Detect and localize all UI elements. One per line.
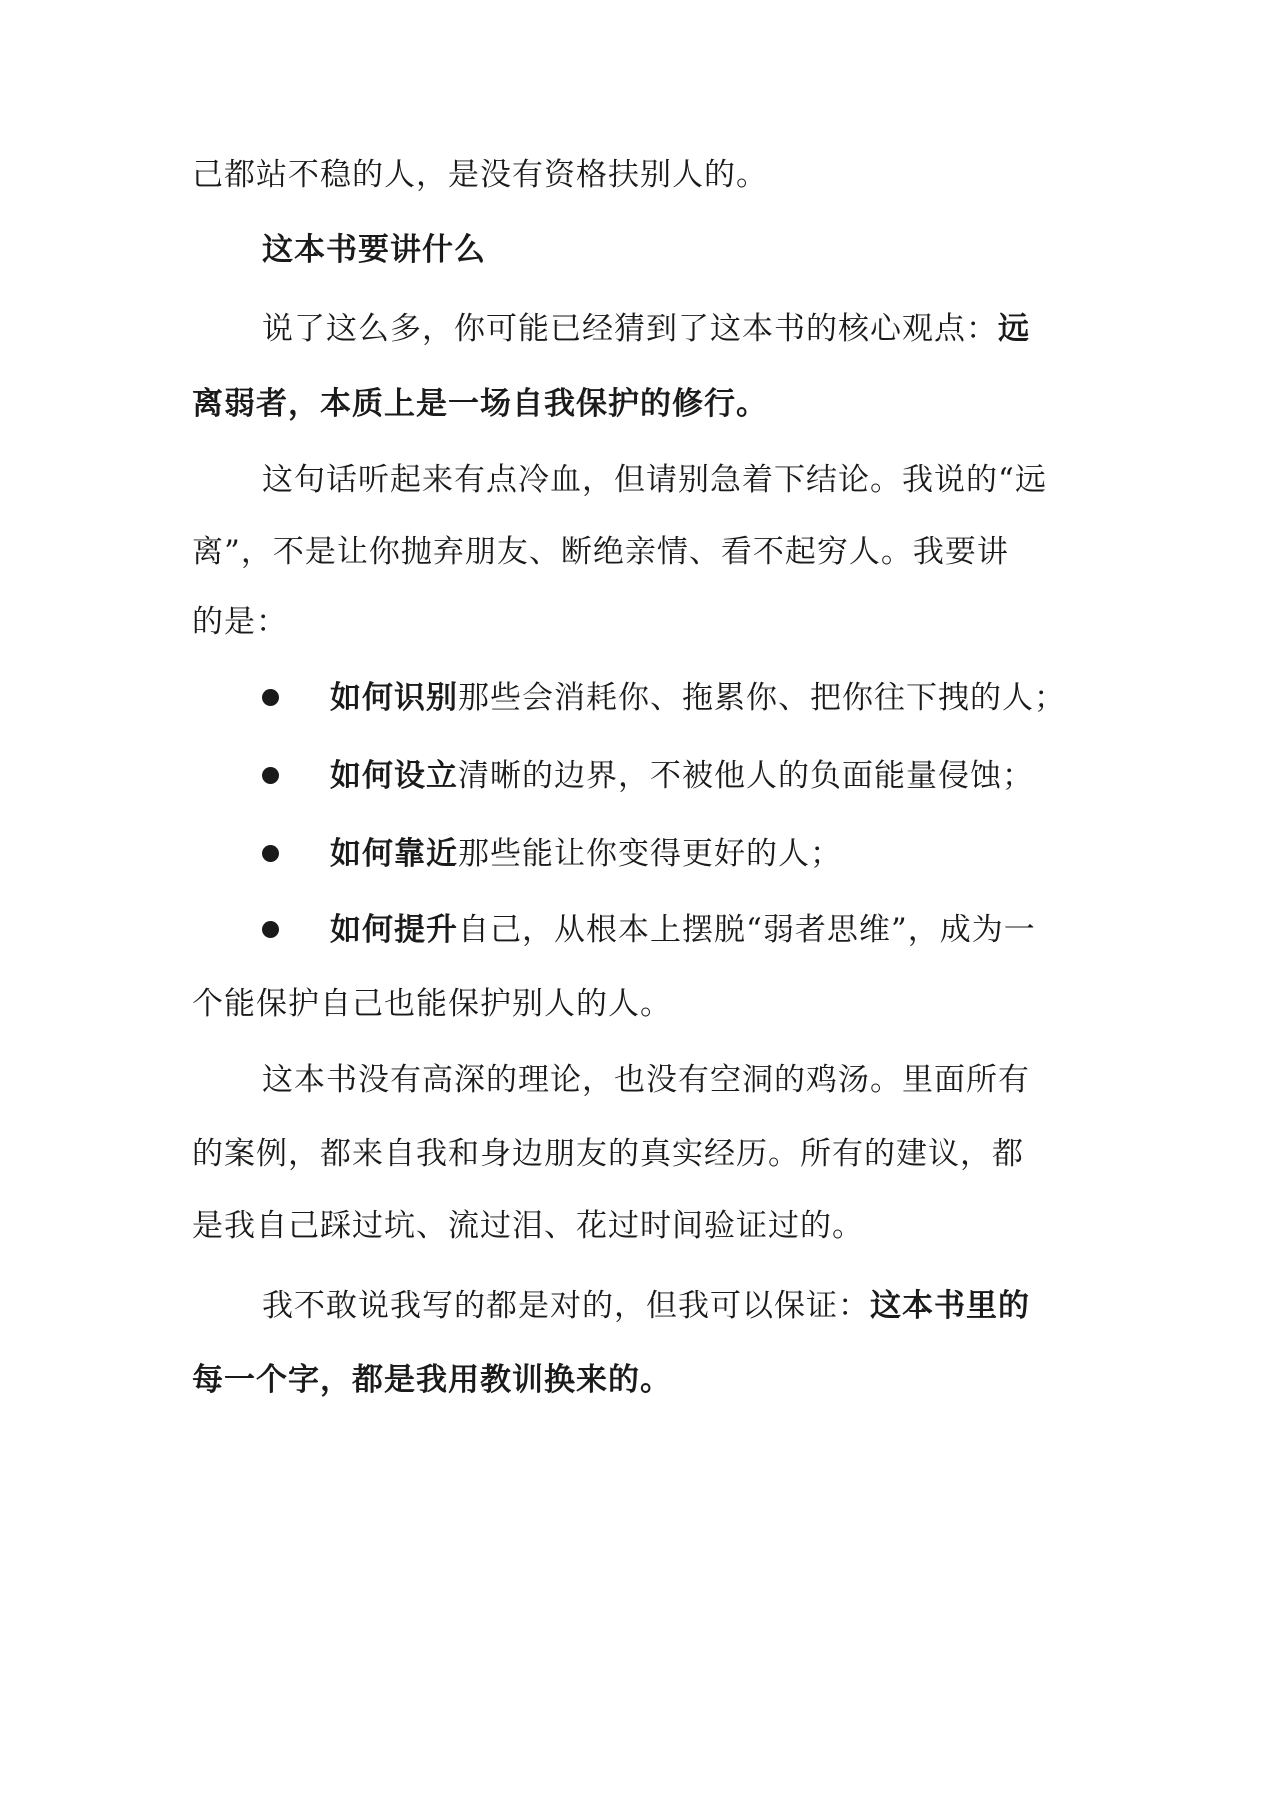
paragraph-line xyxy=(192,1358,1092,1402)
list-item-continuation xyxy=(192,982,1092,1026)
paragraph-line xyxy=(192,382,1092,426)
paragraph-line xyxy=(192,600,1092,644)
bold-text-span: 这本书里的 xyxy=(870,1288,1030,1324)
bold-text-span: 如何提升 xyxy=(330,912,458,948)
text-span: 清晰的边界，不被他人的负面能量侵蚀； xyxy=(458,758,1034,794)
bullet-dot xyxy=(262,845,279,862)
paragraph-line xyxy=(262,458,1162,502)
text-span: 那些能让你变得更好的人； xyxy=(458,836,842,872)
list-item xyxy=(330,676,1230,720)
text-span: 自己，从根本上摆脱“弱者思维”，成为一 xyxy=(458,912,1036,948)
text-span: 我不敢说我写的都是对的，但我可以保证： xyxy=(262,1288,870,1324)
heading-text: 这本书要讲什么 xyxy=(262,232,486,268)
bullet-dot xyxy=(262,921,279,938)
text-span: 那些会消耗你、拖累你、把你往下拽的人； xyxy=(458,680,1066,716)
text-span: 这句话听起来有点冷血，但请别急着下结论。我说的“远 xyxy=(262,462,1047,498)
text-span: 离”，不是让你抛弃朋友、断绝亲情、看不起穷人。我要讲 xyxy=(192,534,1009,570)
bold-text-span: 如何靠近 xyxy=(330,836,458,872)
text-span: 的是： xyxy=(192,604,288,640)
bullet-dot xyxy=(262,767,279,784)
text-span: 的案例，都来自我和身边朋友的真实经历。所有的建议，都 xyxy=(192,1136,1024,1172)
list-item xyxy=(330,832,1230,876)
bold-text-span: 远 xyxy=(998,311,1030,347)
text-span: 是我自己踩过坑、流过泪、花过时间验证过的。 xyxy=(192,1208,864,1244)
paragraph-line xyxy=(262,307,1162,351)
list-item xyxy=(330,754,1230,798)
text-span: 这本书没有高深的理论，也没有空洞的鸡汤。里面所有 xyxy=(262,1062,1030,1098)
text-span: 己都站不稳的人，是没有资格扶别人的。 xyxy=(192,157,768,193)
bold-text-span: 离弱者，本质上是一场自我保护的修行。 xyxy=(192,386,768,422)
bold-text-span: 如何识别 xyxy=(330,680,458,716)
bullet-dot xyxy=(262,689,279,706)
bold-text-span: 如何设立 xyxy=(330,758,458,794)
paragraph-line xyxy=(262,1058,1162,1102)
list-item xyxy=(330,908,1230,952)
paragraph-line xyxy=(192,530,1092,574)
text-span: 个能保护自己也能保护别人的人。 xyxy=(192,986,672,1022)
text-span: 说了这么多，你可能已经猜到了这本书的核心观点： xyxy=(262,311,998,347)
bold-text-span: 每一个字，都是我用教训换来的。 xyxy=(192,1362,672,1398)
paragraph-line xyxy=(192,1132,1092,1176)
paragraph-line xyxy=(192,153,1092,197)
paragraph-line xyxy=(262,1284,1162,1328)
section-heading xyxy=(262,228,1162,272)
paragraph-line xyxy=(192,1204,1092,1248)
